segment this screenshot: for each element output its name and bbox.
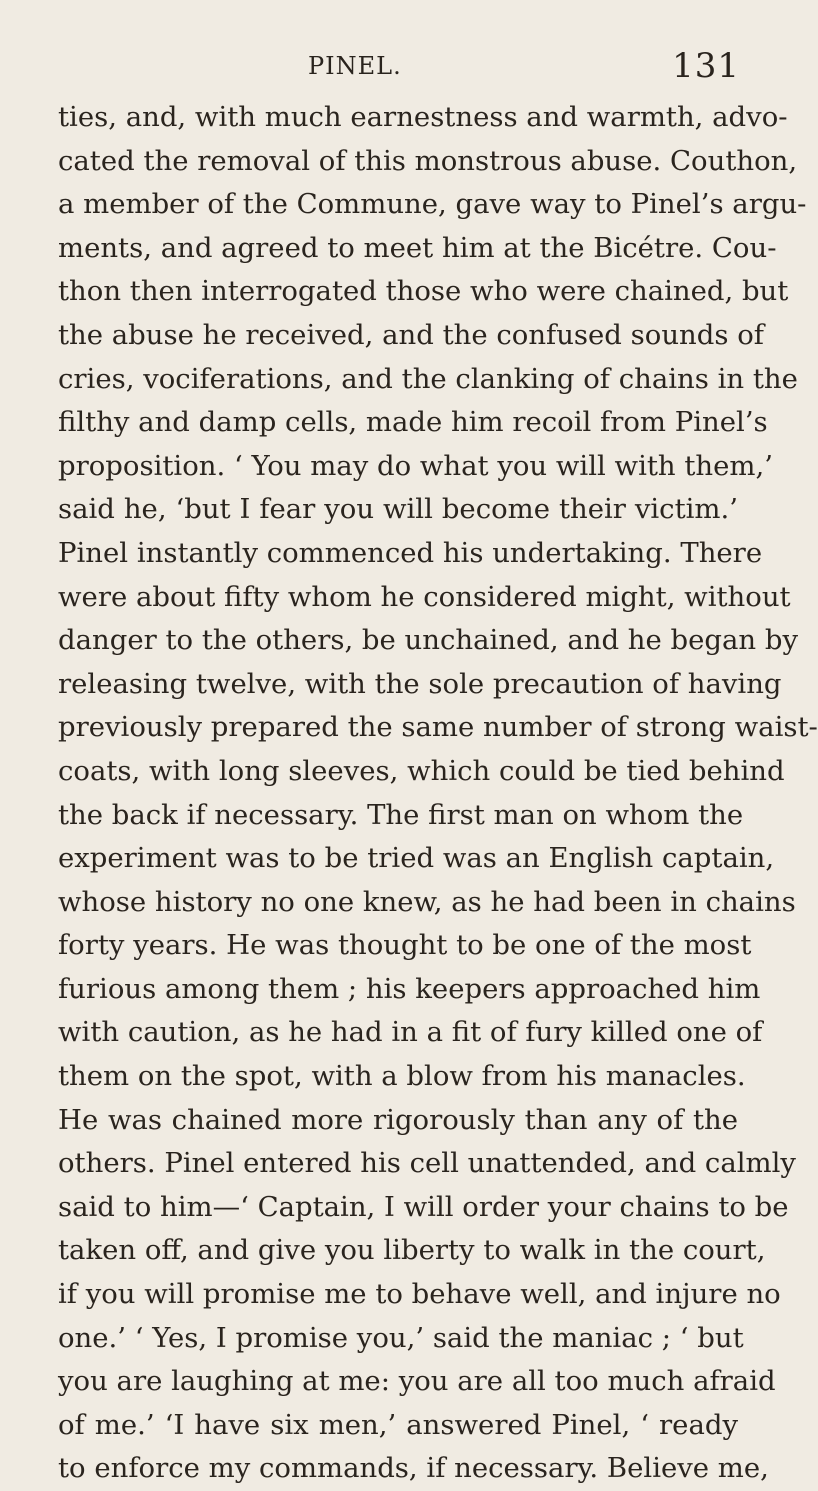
text-line: cries, vociferations, and the clanking of chains in the [58,362,798,395]
text-line: proposition. ‘ You may do what you will with them,’ [58,449,773,482]
text-line: said to him—‘ Captain, I will order your chains to be [58,1190,789,1223]
text-line: said he, ‘but I fear you will become their victim.’ [58,493,738,526]
text-line: them on the spot, with a blow from his manacles. [58,1060,746,1093]
text-line: He was chained more rigorously than any of the [58,1103,738,1136]
text-line: with caution, as he had in a fit of fury killed one of [58,1016,763,1049]
text-line: ments, and agreed to meet him at the Bicétre. Cou- [58,231,777,264]
text-line: if you will promise me to behave well, and injure no [58,1278,781,1311]
text-line: filthy and damp cells, made him recoil from Pinel’s [58,406,768,439]
text-line: coats, with long sleeves, which could be tied behind [58,754,785,787]
text-line: previously prepared the same number of strong waist- [58,711,818,744]
text-line: the abuse he received, and the confused sounds of [58,318,764,351]
text-line: ties, and, with much earnestness and warmth, advo- [58,101,788,133]
text-line: one.’ ‘ Yes, I promise you,’ said the maniac ; ‘ but [58,1321,744,1354]
text-line: thon then interrogated those who were chained, but [58,275,789,308]
text-line: you are laughing at me: you are all too much afraid [58,1365,776,1398]
page-number: 131 [672,46,740,86]
text-line: the back if necessary. The first man on whom the [58,798,744,831]
text-line: a member of the Commune, gave way to Pinel’s argu- [58,188,807,221]
text-line: of me.’ ‘I have six men,’ answered Pinel, ‘ ready [58,1408,738,1441]
body-text [58,96,818,1491]
text-line: danger to the others, be unchained, and he began by [58,624,799,657]
text-line: Pinel instantly commenced his undertaking. There [58,536,763,569]
page-header [0,44,800,84]
text-line: experiment was to be tried was an English captain, [58,842,775,875]
text-line: taken off, and give you liberty to walk in the court, [58,1234,766,1267]
text-line: forty years. He was thought to be one of the most [58,929,752,962]
text-line: cated the removal of this monstrous abuse. Couthon, [58,144,798,177]
text-line: releasing twelve, with the sole precaution of having [58,667,782,700]
text-line: to enforce my commands, if necessary. Believe me, [58,1452,769,1485]
text-line: furious among them ; his keepers approached him [58,972,761,1005]
text-line: others. Pinel entered his cell unattended, and calmly [58,1147,796,1180]
text-line: whose history no one knew, as he had been in chains [58,885,796,918]
running-title: PINEL. [308,52,402,80]
text-line: were about fifty whom he considered might, without [58,580,791,613]
